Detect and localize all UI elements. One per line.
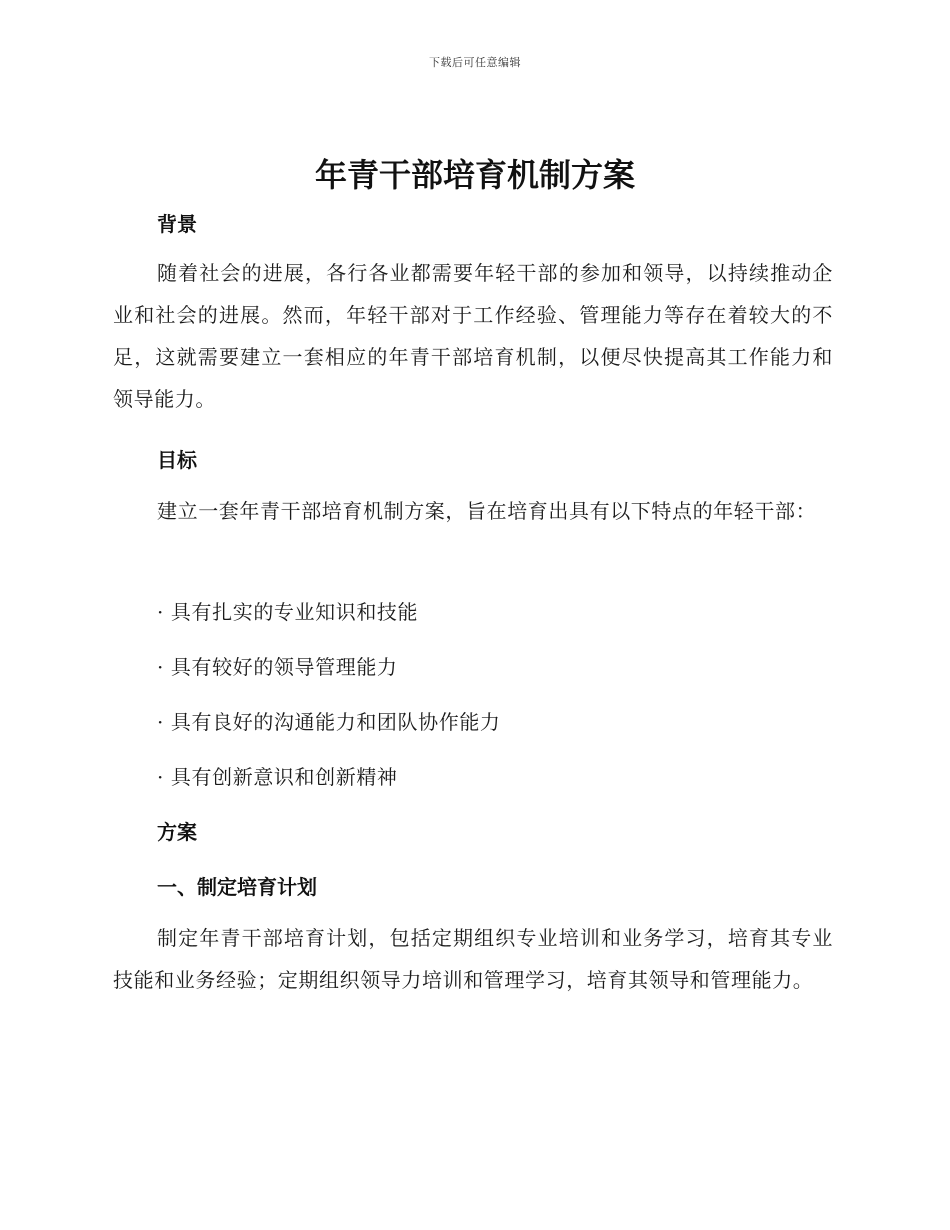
goal-bullet-item: · 具有创新意识和创新精神 xyxy=(157,765,398,789)
goal-bullet-item: · 具有较好的领导管理能力 xyxy=(157,655,398,679)
plan-paragraph: 制定年青干部培育计划，包括定期组织专业培训和业务学习，培育其专业技能和业务经验；定期组织领导力培训和管理学习，培育其领导和管理能力。 xyxy=(113,926,833,992)
background-paragraph: 随着社会的进展，各行各业都需要年轻干部的参加和领导，以持续推动企业和社会的进展。然而，年轻干部对于工作经验、管理能力等存在着较大的不足，这就需要建立一套相应的年青干部培育机制，以便尽快提高其工作能力和领导能力。 xyxy=(113,261,833,411)
document-title: 年青干部培育机制方案 xyxy=(314,156,635,194)
goal-paragraph: 建立一套年青干部培育机制方案，旨在培育出具有以下特点的年轻干部： xyxy=(157,499,817,523)
page-header-note: 下载后可任意编辑 xyxy=(429,56,521,69)
goal-bullet-item: · 具有良好的沟通能力和团队协作能力 xyxy=(157,710,501,734)
section-heading-plan: 方案 xyxy=(157,820,197,844)
goal-bullet-item: · 具有扎实的专业知识和技能 xyxy=(157,600,419,624)
section-heading-goal: 目标 xyxy=(157,448,197,472)
plan-subheading: 一、制定培育计划 xyxy=(157,875,317,899)
section-heading-background: 背景 xyxy=(157,212,197,236)
